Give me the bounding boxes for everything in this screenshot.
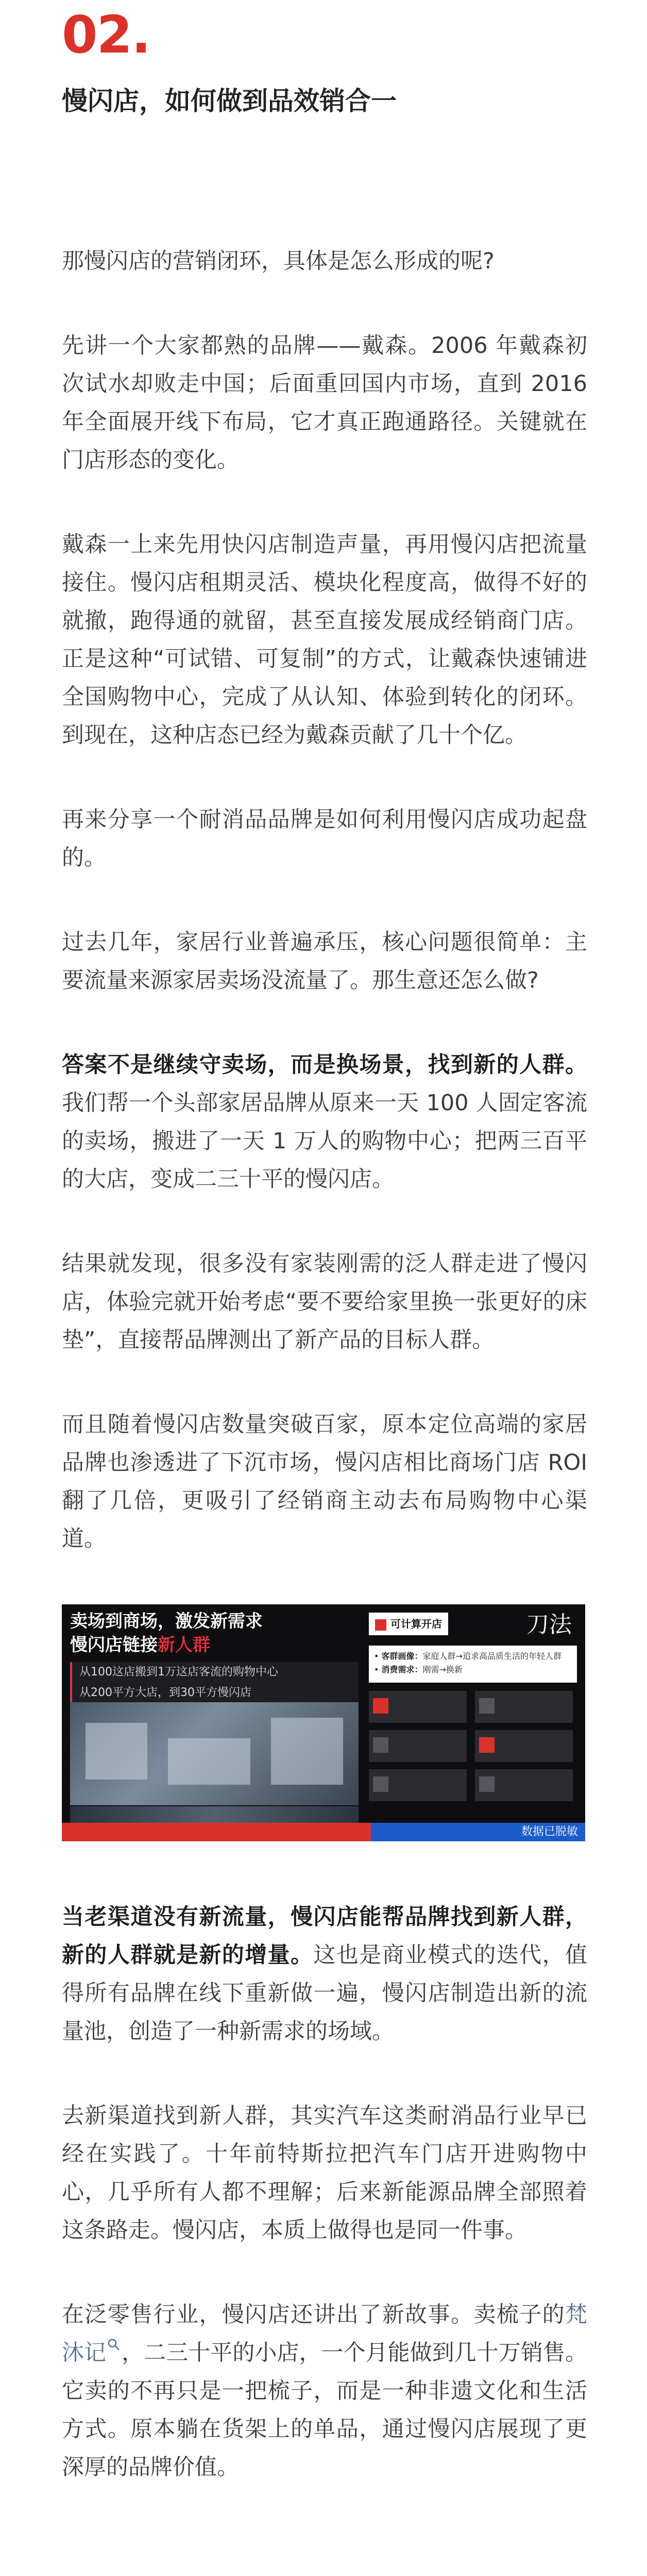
brand-label	[369, 1613, 448, 1635]
tag-line: • 客群画像：家庭人群→追求高品质生活的年轻人群	[374, 1651, 561, 1661]
paragraph-text: ，二三十平的小店，一个月能做到几十万销售。它卖的不再只是一把梳子，而是一种非遗文化和生活方式。原本躺在货架上的单品，通过慢闪店展现了更深厚的品牌价值。	[62, 2340, 588, 2480]
feature-card	[369, 1769, 467, 1801]
paragraph: 过去几年，家居行业普遍承压，核心问题很简单：主要流量来源家居卖场没流量了。那生意还怎么做?	[62, 929, 587, 993]
infographic-caption: 从100这店搬到1万这店客流的购物中心	[70, 1662, 359, 1683]
paragraph: 而且随着慢闪店数量突破百家，原本定位高端的家居品牌也渗透进了下沉市场，慢闪店相比商场门店 ROI 翻了几倍，更吸引了经销商主动去布局购物中心渠道。	[62, 1412, 587, 1552]
feature-cards	[369, 1691, 577, 1804]
store-photo	[70, 1702, 359, 1805]
tag-value: 家庭人群→追求高品质生活的年轻人群	[422, 1651, 561, 1661]
search-icon[interactable]	[106, 2337, 122, 2352]
feature-icon	[373, 1698, 388, 1714]
paragraph	[62, 1898, 587, 2050]
photo-detail	[168, 1738, 250, 1785]
infographic-title-prefix: 慢闪店链接	[70, 1635, 158, 1655]
infographic-title-line	[70, 1633, 359, 1657]
paragraph	[62, 1046, 587, 1198]
tag-line: • 消费需求：刚需→换新	[374, 1665, 463, 1674]
feature-card	[475, 1730, 573, 1762]
photo-detail	[271, 1718, 343, 1785]
brand-logo-icon	[375, 1619, 386, 1631]
emphasis-text: 当老渠道没有新流量，慢闪店能帮品牌找到新人群，新的人群就是新的增量。	[62, 1904, 587, 1968]
feature-icon	[373, 1737, 388, 1753]
footer-accent	[62, 1823, 371, 1841]
infographic-title-line: 卖场到商场，激发新需求	[70, 1611, 263, 1632]
audience-tags	[369, 1646, 577, 1683]
data-source-note: 数据已脱敏	[521, 1825, 578, 1838]
tag-value: 刚需→换新	[422, 1665, 463, 1674]
article-body	[62, 242, 587, 2533]
paragraph	[62, 2296, 587, 2486]
emphasis-text: 答案不是继续守卖场，而是换场景，找到新的人群。	[62, 1052, 587, 1078]
paragraph: 再来分享一个耐消品品牌是如何利用慢闪店成功起盘的。	[62, 807, 587, 871]
infographic-panel	[369, 1609, 577, 1826]
paragraph: 那慢闪店的营销闭环，具体是怎么形成的呢?	[62, 248, 495, 274]
section-number: 02.	[62, 5, 150, 65]
paragraph: 去新渠道找到新人群，其实汽车这类耐消品行业早已经在实践了。十年前特斯拉把汽车门店开进购物中心，几乎所有人都不理解；后来新能源品牌全部照着这条路走。慢闪店，本质上做得也是同一件事。	[62, 2103, 587, 2243]
infographic-caption: 从200平方大店，到30平方慢闪店	[70, 1683, 359, 1703]
paragraph: 结果就发现，很多没有家装刚需的泛人群走进了慢闪店，体验完就开始考虑“要不要给家里换一张更好的床垫”，直接帮品牌测出了新产品的目标人群。	[62, 1251, 587, 1353]
paragraph: 先讲一个大家都熟的品牌——戴森。2006 年戴森初次试水却败走中国；后面重回国内市场，直到 2016 年全面展开线下布局，它才真正跑通路径。关键就在门店形态的变化。	[62, 333, 587, 473]
infographic-title-highlight: 新人群	[158, 1635, 210, 1655]
brand-link[interactable]: 梵沐记	[62, 2302, 587, 2366]
feature-card	[369, 1691, 467, 1723]
feature-card	[369, 1730, 467, 1762]
feature-icon	[373, 1776, 388, 1792]
publisher-logo: 刀法	[526, 1612, 572, 1638]
tag-key: 客群画像：	[381, 1651, 423, 1661]
paragraph: 戴森一上来先用快闪店制造声量，再用慢闪店把流量接住。慢闪店租期灵活、模块化程度高，做得不好的就撤，跑得通的就留，甚至直接发展成经销商门店。正是这种“可试错、可复制”的方式，让戴森快速铺进全国购物中心，完成了从认知、体验到转化的闭环。到现在，这种店态已经为戴森贡献了几十个亿。	[62, 532, 587, 748]
paragraph-text: 我们帮一个头部家居品牌从原来一天 100 人固定客流的卖场，搬进了一天 1 万人的购物中心；把两三百平的大店，变成二三十平的慢闪店。	[62, 1090, 587, 1192]
photo-detail	[86, 1723, 147, 1780]
brand-name: 可计算开店	[390, 1618, 442, 1630]
feature-icon	[479, 1737, 495, 1753]
paragraph-text: 这也是商业模式的迭代，值得所有品牌在线下重新做一遍，慢闪店制造出新的流量池，创造了一种新需求的场域。	[62, 1942, 587, 2044]
feature-icon	[479, 1776, 495, 1792]
paragraph-text: 在泛零售行业，慢闪店还讲出了新故事。卖梳子的	[62, 2302, 565, 2328]
infographic-footer-bar	[62, 1823, 585, 1841]
infographic-image	[62, 1604, 585, 1841]
feature-card	[475, 1691, 573, 1723]
tag-key: 消费需求：	[381, 1665, 423, 1674]
infographic-title-block	[70, 1609, 359, 1657]
section-title: 慢闪店，如何做到品效销合一	[62, 86, 397, 116]
feature-card	[475, 1769, 573, 1801]
feature-icon	[479, 1698, 495, 1714]
